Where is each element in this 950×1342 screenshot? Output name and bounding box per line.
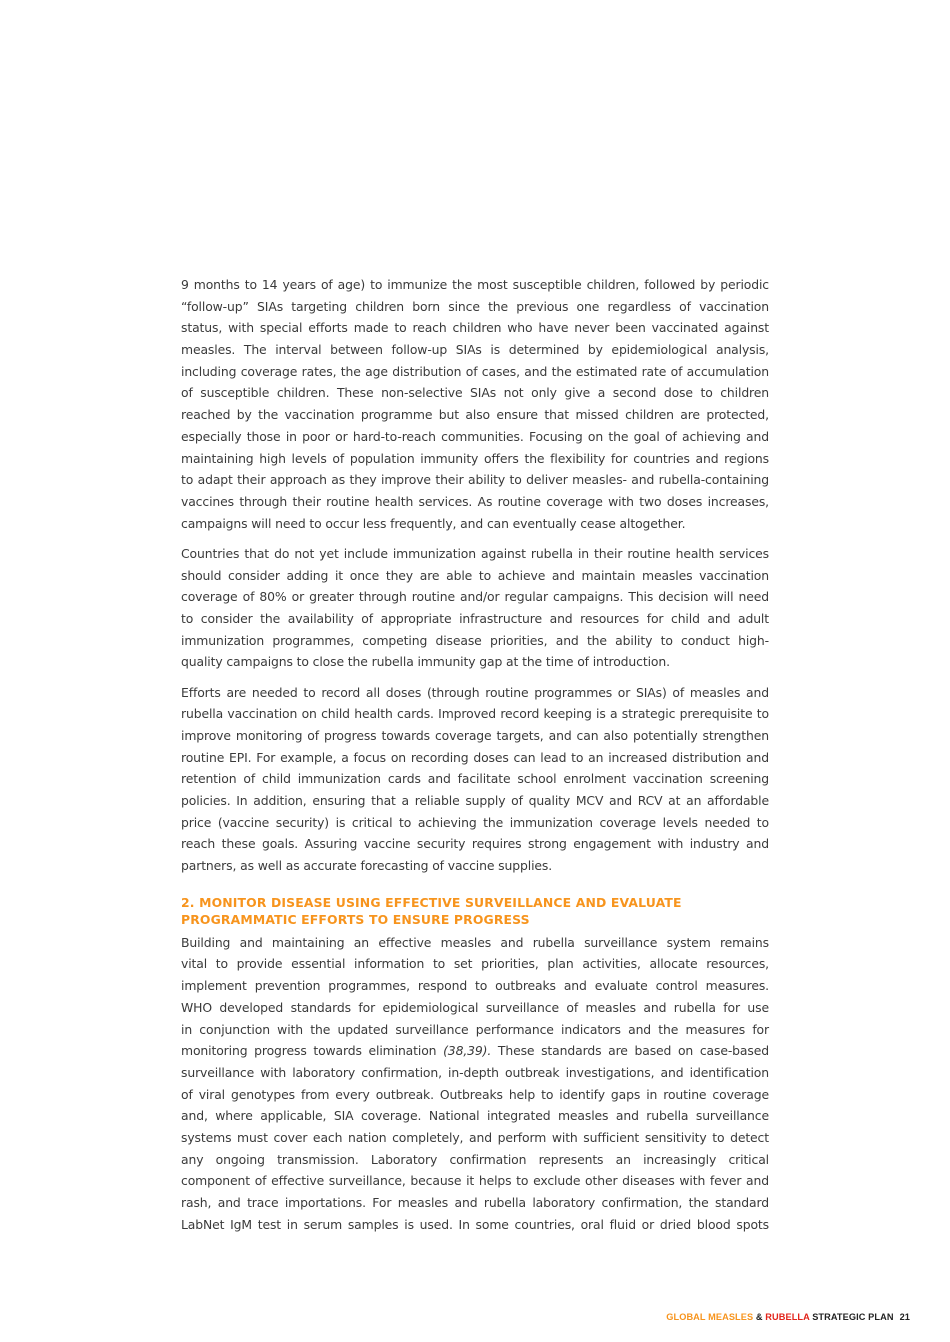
paragraph-line: implement prevention programmes, respond to outbreaks and evaluate control measures. [181, 978, 769, 994]
paragraph-line: should consider adding it once they are able to achieve and maintain measles vaccination [181, 567, 769, 583]
paragraph-line: systems must cover each nation completely, and perform with sufficient sensitivity to detect [181, 1129, 769, 1145]
paragraph-line: to adapt their approach as they improve their ability to deliver measles- and rubella-containing [181, 472, 769, 488]
paragraph-line: reached by the vaccination programme but also ensure that missed children are protected, [181, 407, 769, 423]
footer-ampersand: & [753, 1312, 766, 1322]
paragraph-sia-follow-up [181, 274, 769, 534]
document-body [181, 274, 769, 1244]
paragraph-line: retention of child immunization cards and facilitate school enrolment vaccination screening [181, 771, 769, 787]
paragraph-line: any ongoing transmission. Laboratory confirmation represents an increasingly critical [181, 1151, 769, 1167]
paragraph-line: rubella vaccination on child health cards. Improved record keeping is a strategic prerequisite to [181, 706, 769, 722]
citation-line-prefix: monitoring progress towards elimination [181, 1043, 444, 1059]
paragraph-line: coverage of 80% or greater through routine and/or regular campaigns. This decision will need [181, 589, 769, 605]
paragraph-line: including coverage rates, the age distribution of cases, and the estimated rate of accumulation [181, 363, 769, 379]
citation-reference: (38,39). [443, 1043, 492, 1059]
paragraph-line: policies. In addition, ensuring that a reliable supply of quality MCV and RCV at an affordable [181, 793, 769, 808]
paragraph-line: routine EPI. For example, a focus on recording doses can lead to an increased distribution and [181, 749, 769, 765]
footer-title-strategic-plan: STRATEGIC PLAN [809, 1312, 894, 1322]
paragraph-line: measles. The interval between follow-up SIAs is determined by epidemiological analysis, [181, 342, 769, 358]
paragraph-line: component of effective surveillance, because it helps to exclude other diseases with fever and [181, 1173, 769, 1189]
paragraph-line: surveillance with laboratory confirmation, in-depth outbreak investigations, and identification [181, 1064, 769, 1080]
paragraph-line: vaccines through their routine health services. As routine coverage with two doses increases, [181, 493, 769, 509]
paragraph-line: in conjunction with the updated surveillance performance indicators and the measures for [181, 1021, 769, 1037]
paragraph-line: “follow-up” SIAs targeting children born since the previous one regardless of vaccination [181, 298, 769, 314]
section-heading-line: PROGRAMMATIC EFFORTS TO ENSURE PROGRESS [181, 912, 530, 928]
paragraph-line: to consider the availability of appropriate infrastructure and resources for child and adult [181, 610, 769, 626]
page-footer [666, 1312, 910, 1322]
paragraph-line: Building and maintaining an effective measles and rubella surveillance system remains [181, 934, 769, 950]
paragraph-line: vital to provide essential information to set priorities, plan activities, allocate resources, [181, 956, 769, 972]
paragraph-line: partners, as well as accurate forecasting of vaccine supplies. [181, 858, 553, 874]
paragraph-line: LabNet IgM test in serum samples is used. In some countries, oral fluid or dried blood spots [181, 1216, 769, 1232]
paragraph-line: rash, and trace importations. For measles and rubella laboratory confirmation, the standard [181, 1195, 769, 1210]
paragraph-line: especially those in poor or hard-to-reach communities. Focusing on the goal of achieving and [181, 428, 769, 444]
paragraph-line: 9 months to 14 years of age) to immunize the most susceptible children, followed by periodic [181, 277, 769, 292]
footer-title-rubella: RUBELLA [765, 1312, 810, 1322]
paragraph-line: WHO developed standards for epidemiological surveillance of measles and rubella for use [181, 999, 769, 1015]
footer-title-global-measles: GLOBAL MEASLES [666, 1312, 754, 1322]
paragraph-line: and, where applicable, SIA coverage. National integrated measles and rubella surveillance [181, 1108, 769, 1124]
paragraph-line: immunization programmes, competing disease priorities, and the ability to conduct high- [181, 632, 769, 648]
paragraph-line: maintaining high levels of population immunity offers the flexibility for countries and regions [181, 450, 769, 466]
paragraph-line: price (vaccine security) is critical to achieving the immunization coverage levels needed to [181, 814, 769, 830]
paragraph-line: Countries that do not yet include immunization against rubella in their routine health services [181, 545, 769, 561]
paragraph-line: of viral genotypes from every outbreak. Outbreaks help to identify gaps in routine coverage [181, 1086, 769, 1102]
paragraph-line: campaigns will need to occur less frequently, and can eventually cease altogether. [181, 515, 686, 531]
paragraph-line: reach these goals. Assuring vaccine security requires strong engagement with industry and [181, 836, 769, 852]
paragraph-line-with-citation [181, 1040, 769, 1062]
section-heading-line: 2. MONITOR DISEASE USING EFFECTIVE SURVEILLANCE AND EVALUATE [181, 894, 682, 910]
paragraph-line: status, with special efforts made to reach children who have never been vaccinated against [181, 320, 769, 336]
paragraph-record-keeping [181, 682, 769, 877]
paragraph-line: quality campaigns to close the rubella immunity gap at the time of introduction. [181, 654, 670, 670]
paragraph-line: of susceptible children. These non-selective SIAs not only give a second dose to children [181, 385, 769, 401]
paragraph-rubella-introduction [181, 543, 769, 673]
paragraph-line: improve monitoring of progress towards coverage targets, and can also potentially strengthen [181, 727, 769, 743]
paragraph-line: Efforts are needed to record all doses (through routine programmes or SIAs) of measles and [181, 684, 769, 700]
citation-line-suffix: These standards are based on case-based [491, 1043, 769, 1059]
paragraph-surveillance [181, 932, 769, 1236]
section-heading-monitor-disease [181, 894, 769, 929]
page-number: 21 [899, 1312, 910, 1322]
